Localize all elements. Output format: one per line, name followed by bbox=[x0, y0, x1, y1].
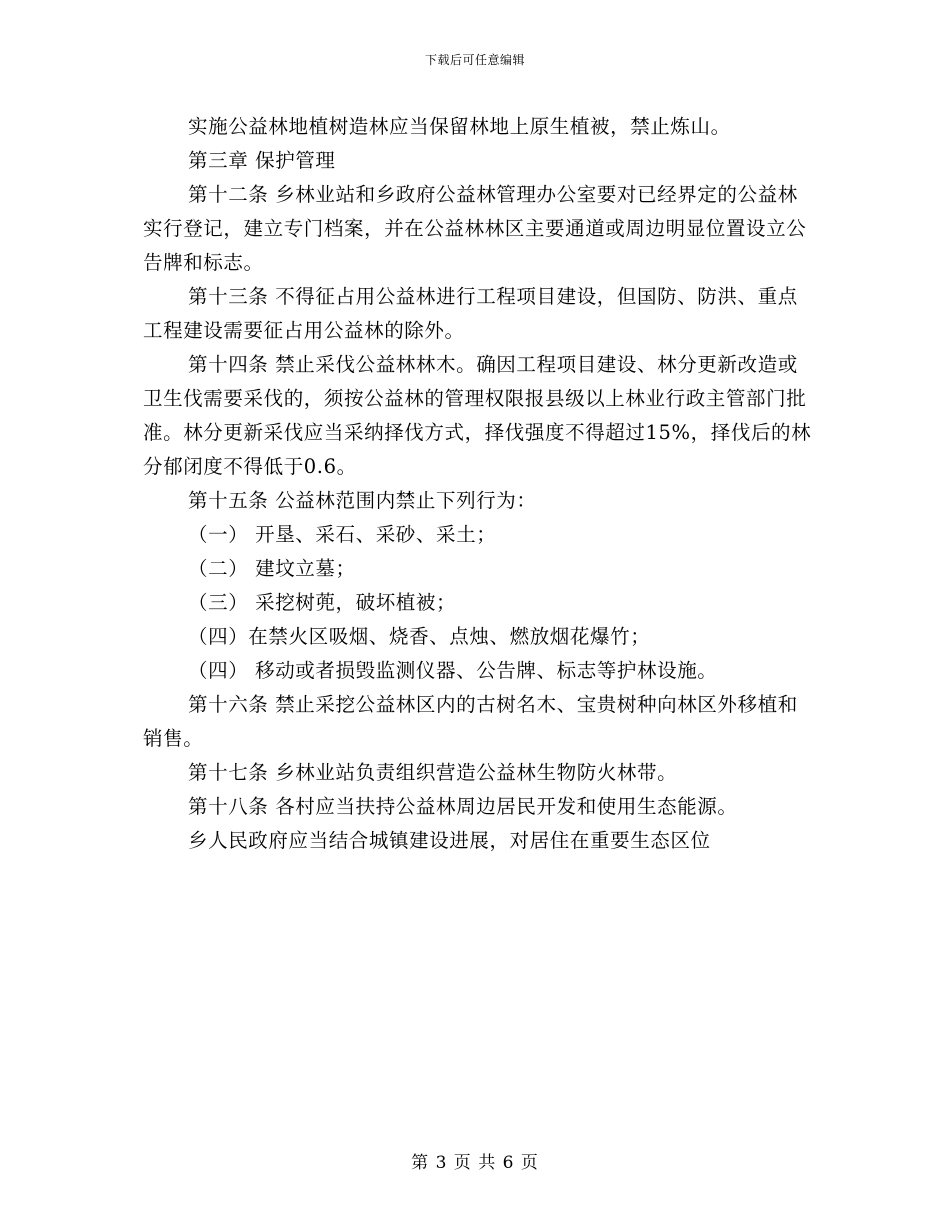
article-12: 第十二条 乡林业站和乡政府公益林管理办公室要对已经界定的公益林实行登记，建立专门档案，并在公益林林区主要通道或周边明显位置设立公告牌和标志。 bbox=[143, 183, 807, 274]
article-13: 第十三条 不得征占用公益林进行工程项目建设，但国防、防洪、重点工程建设需要征占用公益林的除外。 bbox=[143, 285, 798, 342]
list-item-3: （三） 采挖树蔸，破坏植被； bbox=[188, 591, 457, 614]
article-16: 第十六条 禁止采挖公益林区内的古树名木、宝贵树种向林区外移植和销售。 bbox=[143, 693, 798, 750]
paragraph-continuation: 乡人民政府应当结合城镇建设进展，对居住在重要生态区位 bbox=[188, 829, 711, 852]
chapter-heading: 第三章 保护管理 bbox=[188, 149, 336, 172]
list-item-2: （二） 建坟立墓； bbox=[188, 557, 356, 580]
page-number-footer: 第 3 页 共 6 页 bbox=[411, 1153, 539, 1173]
list-item-4: （四）在禁火区吸烟、烧香、点烛、燃放烟花爆竹； bbox=[188, 625, 651, 648]
list-item-1: （一） 开垦、采石、采砂、采土； bbox=[188, 523, 497, 546]
article-15: 第十五条 公益林范围内禁止下列行为： bbox=[188, 489, 537, 512]
article-17: 第十七条 乡林业站负责组织营造公益林生物防火林带。 bbox=[188, 761, 678, 784]
article-14: 第十四条 禁止采伐公益林林木。确因工程项目建设、林分更新改造或卫生伐需要采伐的，须按公益林的管理权限报县级以上林业行政主管部门批准。林分更新采伐应当采纳择伐方式，择伐强度不得超过15%，择伐后的林分郁闭度不得低于0.6。 bbox=[143, 353, 812, 478]
document-body bbox=[143, 110, 813, 858]
article-18: 第十八条 各村应当扶持公益林周边居民开发和使用生态能源。 bbox=[188, 795, 738, 818]
page-header-note: 下载后可任意编辑 bbox=[424, 53, 525, 67]
list-item-5: （四） 移动或者损毁监测仪器、公告牌、标志等护林设施。 bbox=[188, 659, 718, 682]
paragraph-planting-rule: 实施公益林地植树造林应当保留林地上原生植被，禁止炼山。 bbox=[188, 115, 731, 138]
